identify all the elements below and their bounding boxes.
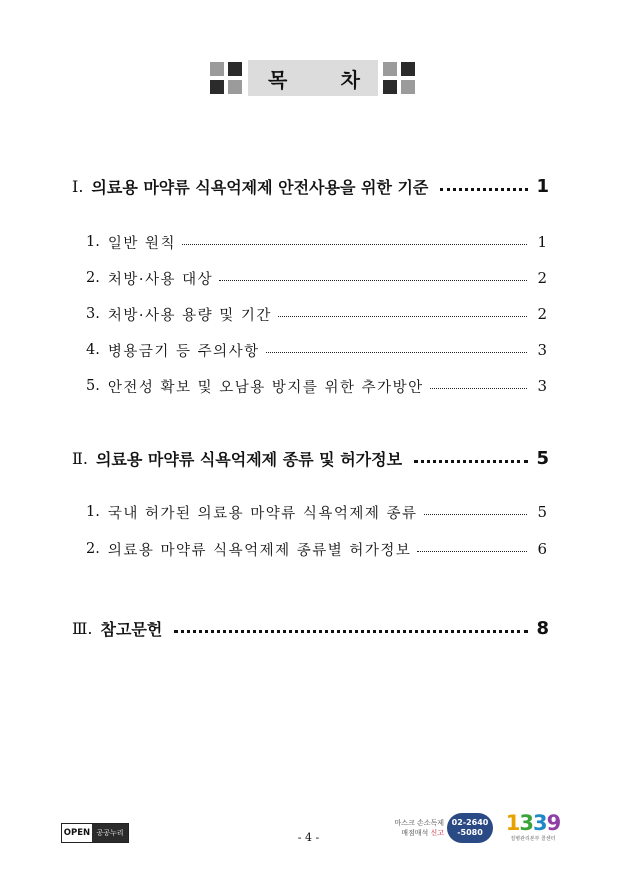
dot-leader xyxy=(430,388,528,389)
item-label: 안전성 확보 및 오남용 방지를 위한 추가방안 xyxy=(107,379,424,396)
section-label: 의료용 마약류 식욕억제제 종류 및 허가정보 xyxy=(95,449,403,469)
section-page: 8 xyxy=(536,617,549,639)
section-number: Ⅰ. xyxy=(72,176,84,196)
item-page: 2 xyxy=(537,305,547,323)
dot-leader xyxy=(219,280,527,281)
item-page: 5 xyxy=(537,503,547,521)
report-line-1: 마스크 손소독제 xyxy=(394,819,444,827)
item-number: 1. xyxy=(86,234,100,250)
item-label: 의료용 마약류 식욕억제제 종류별 허가정보 xyxy=(107,542,412,559)
item-label: 처방·사용 대상 xyxy=(107,271,214,288)
item-label: 국내 허가된 의료용 마약류 식욕억제제 종류 xyxy=(107,505,418,522)
open-logo-text: OPEN xyxy=(62,824,92,842)
hotline-caption: 질병관리본부 콜센터 xyxy=(510,836,556,842)
item-number: 3. xyxy=(86,306,100,322)
report-highlight: 신고 xyxy=(430,829,444,837)
section-page: 5 xyxy=(536,447,549,469)
toc-section-1[interactable] xyxy=(72,172,549,200)
toc-item[interactable] xyxy=(86,266,547,290)
toc-item[interactable] xyxy=(86,537,547,561)
section-number: Ⅲ. xyxy=(72,618,93,638)
toc-item[interactable] xyxy=(86,374,547,398)
dot-leader xyxy=(278,316,528,317)
item-page: 3 xyxy=(537,377,547,395)
kogl-logo-text: 공공누리 xyxy=(92,824,128,842)
dot-leader xyxy=(417,551,527,552)
section-page: 1 xyxy=(536,175,549,197)
item-page: 2 xyxy=(537,269,547,287)
item-page: 6 xyxy=(537,540,547,558)
dot-leader xyxy=(182,244,527,245)
item-number: 5. xyxy=(86,378,100,394)
toc-title xyxy=(210,60,416,98)
item-label: 병용금기 등 주의사항 xyxy=(107,343,260,360)
item-number: 2. xyxy=(86,270,100,286)
toc-section-2[interactable] xyxy=(72,444,549,472)
kcdc-hotline-logo xyxy=(505,811,561,842)
dot-leader xyxy=(440,188,528,191)
item-page: 1 xyxy=(537,233,547,251)
section-label: 의료용 마약류 식욕억제제 안전사용을 위한 기준 xyxy=(91,177,429,197)
item-label: 처방·사용 용량 및 기간 xyxy=(107,307,272,324)
report-line-2: 매점매석 신고 xyxy=(401,829,444,837)
page-number: - 4 - xyxy=(297,831,320,844)
toc-item[interactable] xyxy=(86,230,547,254)
title-box xyxy=(248,60,378,96)
dot-leader xyxy=(266,352,528,353)
item-number: 4. xyxy=(86,342,100,358)
section-label: 참고문헌 xyxy=(100,619,163,639)
toc-item[interactable] xyxy=(86,338,547,362)
toc-item[interactable] xyxy=(86,500,547,524)
report-phone-badge xyxy=(447,813,493,843)
item-page: 3 xyxy=(537,341,547,359)
title-text-right: 차 xyxy=(340,67,360,92)
toc-section-3[interactable] xyxy=(72,614,549,642)
hoarding-report-notice xyxy=(392,818,444,838)
dot-leader xyxy=(414,460,528,463)
toc-item[interactable] xyxy=(86,302,547,326)
section-number: Ⅱ. xyxy=(72,448,88,468)
phone-line-1: 02-2640 xyxy=(451,818,489,827)
item-label: 일반 원칙 xyxy=(107,235,176,252)
hotline-number: 1339 xyxy=(505,811,561,835)
title-decoration-right-icon xyxy=(383,62,416,95)
dot-leader xyxy=(174,630,528,633)
item-number: 1. xyxy=(86,504,100,520)
dot-leader xyxy=(424,514,528,515)
item-number: 2. xyxy=(86,541,100,557)
title-decoration-left-icon xyxy=(210,62,243,95)
title-text-left: 목 xyxy=(268,67,288,92)
phone-line-2: -5080 xyxy=(457,828,483,837)
